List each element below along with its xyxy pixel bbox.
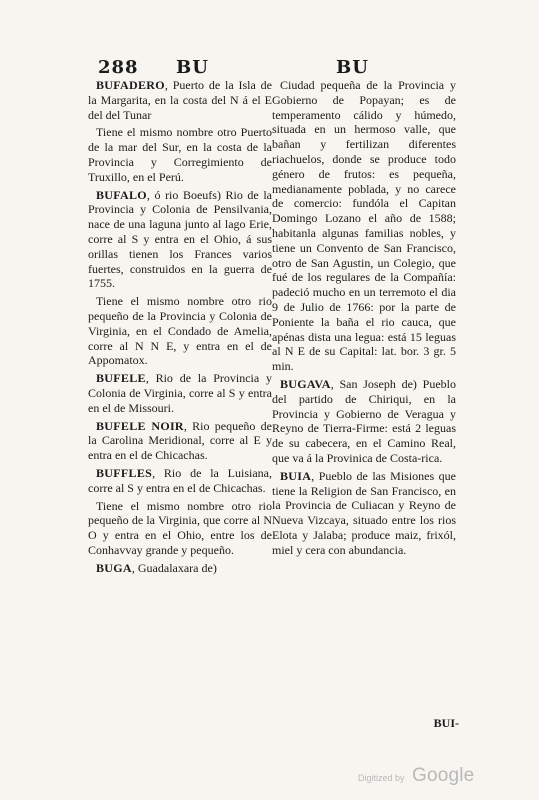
dictionary-entry [272,78,456,374]
entry-headword: BUGAVA [280,376,331,391]
dictionary-entry [88,125,272,184]
entry-headword: BUFFLES [96,465,153,480]
entry-text: , Rio de la Luisiana, corre al S y entra en el de Chicachas. [88,465,272,495]
dictionary-entry [88,188,272,292]
entry-headword: BUFELE [96,371,146,386]
dictionary-entry [88,78,272,122]
dictionary-entry [88,466,272,496]
dictionary-entry [88,561,272,576]
entry-headword: BUFELE NOIR [96,418,184,433]
entry-text: , Rio pequeño de la Carolina Meridional, corre al E y entra en el de Chicachas. [88,418,272,463]
watermark-brand: Google [411,765,475,786]
entry-headword: BUFADERO [96,78,165,92]
entry-headword: BUGA [96,560,132,575]
left-column [88,78,272,579]
entry-text: Tiene el mismo nombre otro rio pequeño de la Provincia y Colonia de Virginia, en el Condado de Amelia, corre al N N E, y entra en el de Appomatox. [88,294,272,368]
left-running-head: BU [176,57,209,78]
entry-headword: BUFALO [96,187,147,202]
right-running-head: BU [336,57,369,78]
entry-text: , San Joseph de) Pueblo del partido de Chiriqui, en la Provincia y Gobierno de Veragua y Reyno de Tierra-Firme: está 2 leguas de su cabecera, en el Camino Real, que va á la Provinica de Costa-rica. [272,376,456,465]
watermark-prefix: Digitized by [358,773,405,783]
entry-text: , Rio de la Provincia y Colonia de Virginia, corre al S y entra en el de Missouri. [88,371,272,415]
right-column [272,78,456,561]
entry-text: Tiene el mismo nombre otro rio pequeño de la Virginia, que corre al N O y entra en el Ohio, entre los de Conhavvay grande y pequeño. [88,498,272,557]
entry-text: , Pueblo de las Misiones que tiene la Religion de San Francisco, en la Provincia de Culiacan y Reyno de Nueva Vizcaya, situado entre los rios Elota y Jalaba; produce maiz, frixól, miel y cera con abundancia. [272,468,456,557]
entry-text: Tiene el mismo nombre otro Puerto de la mar del Sur, en la costa de la Provincia y Corregimiento de Truxillo, en el Perú. [88,125,272,184]
dictionary-entry [272,377,456,466]
dictionary-entry [88,419,272,463]
entry-text: , Puerto de la Isla de la Margarita, en la costa del N á el E del del Tunar [88,78,272,122]
dictionary-entry [272,469,456,558]
entry-headword: BUIA [280,468,312,483]
catchword: BUI- [433,716,459,730]
entry-text: , ó rio Boeufs) Rio de la Provincia y Colonia de Pensilvania, nace de una laguna junto al lago Erie, corre al S y entra en el Ohio, á sus orillas tienen los Frances varios fuertes, construidos en la guerra de 1755. [88,187,272,291]
entry-text: Ciudad pequeña de la Provincia y Gobierno de Popayan; es de temperamento cálido y húmedo, situada en un hermoso valle, que bañan y fertilizan diferentes riachuelos, donde se produce todo género de frutos: es pequeña, medianamente poblada, y no carece de comercio: fundóla el Capitan Domingo Lozano el año de 1588; habitanla algunas familias nobles, y tiene un Convento de San Francisco, otro de San Agustin, un Colegio, que fué de los regulares de la Compañía: padeció mucho en un terremoto el dia 9 de Julio de 1766: por la parte de Poniente la baña el rio cauca, que apénas dista una legua: está 15 leguas al N E de su Capital: lat. bor. 3 gr. 5 min. [272,78,456,374]
page-number: 288 [98,57,139,78]
google-watermark [358,765,474,787]
dictionary-entry [88,499,272,558]
entry-text: , Guadalaxara de) [131,560,217,575]
dictionary-entry [88,294,272,368]
dictionary-entry [88,371,272,415]
